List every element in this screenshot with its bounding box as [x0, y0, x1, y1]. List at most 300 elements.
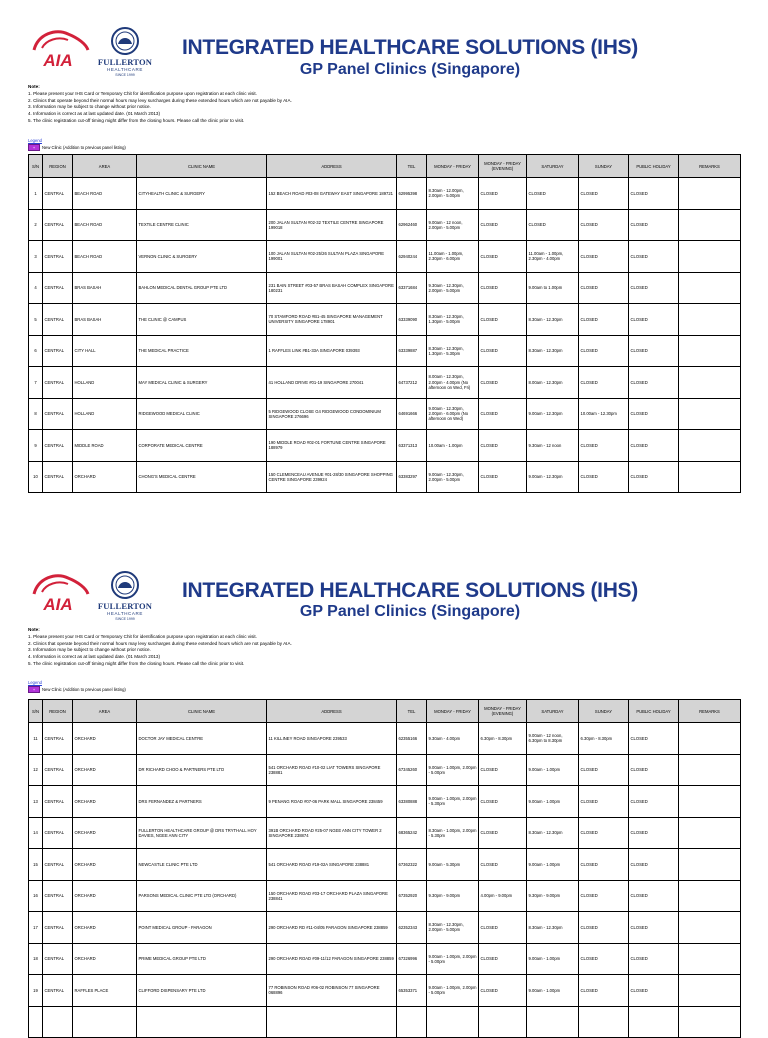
cell-region: CENTRAL [43, 880, 73, 912]
cell-saturday: 8.30am - 12.30pm [527, 304, 579, 336]
cell-clinic-name: VERNON CLINIC & SURGERY [137, 241, 267, 273]
cell-tel: 64691666 [397, 398, 427, 430]
cell-saturday: 9.00am to 1.00pm [527, 272, 579, 304]
cell-mon-fri: 8.30am - 12.00pm, 2.00pm - 5.00pm [427, 178, 479, 210]
cell-clinic-name: PARSONS MEDICAL CLINIC PTE LTD (ORCHARD) [137, 880, 267, 912]
header-mon-fri-evening: MONDAY - FRIDAY (EVENING) [479, 155, 527, 178]
fullerton-wordmark: FULLERTON [97, 601, 153, 611]
cell-mon-fri: 9.00am - 5.30pm [427, 849, 479, 881]
page-subtitle: GP Panel Clinics (Singapore) [299, 61, 521, 78]
cell-clinic-name [137, 1006, 267, 1038]
cell-address: 231 BAIN STREET #03-57 BRAS BASAH COMPLEX SINGAPORE 180231 [267, 272, 397, 304]
header-clinic-name: CLINIC NAME [137, 700, 267, 723]
cell-clinic-name: TEXTILE CENTRE CLINIC [137, 209, 267, 241]
cell-remarks [679, 754, 741, 786]
header-remarks: REMARKS [679, 155, 741, 178]
cell-sunday: CLOSED [579, 975, 629, 1007]
header-mon-fri: MONDAY - FRIDAY [427, 700, 479, 723]
cell-clinic-name: CORPORATE MEDICAL CENTRE [137, 430, 267, 462]
cell-tel: 62995398 [397, 178, 427, 210]
cell-region: CENTRAL [43, 272, 73, 304]
note-item: 3. Information may be subject to change without prior notice. [28, 647, 151, 653]
cell-address: 200 JALAN SULTAN #02-32 TEXTILE CENTRE SINGAPORE 199018 [267, 209, 397, 241]
header-public-holiday: PUBLIC HOLIDAY [629, 155, 679, 178]
svg-text:AIA: AIA [43, 51, 73, 70]
cell-region: CENTRAL [43, 943, 73, 975]
header-remarks: REMARKS [679, 700, 741, 723]
fullerton-since: SINCE 1999 [115, 73, 135, 77]
table-row [29, 817, 741, 849]
notes [28, 627, 292, 668]
cell-area: BEACH ROAD [73, 178, 137, 210]
cell-remarks [679, 817, 741, 849]
cell-saturday: 9.00am - 12.30pm [527, 461, 579, 493]
cell-address: 152 BEACH ROAD #03-08 GATEWAY EAST SINGAPORE 189721 [267, 178, 397, 210]
table-row [29, 786, 741, 818]
cell-tel: 63339887 [397, 335, 427, 367]
cell-sunday: CLOSED [579, 912, 629, 944]
cell-address: 541 ORCHARD ROAD #19-02A SINGAPORE 238881 [267, 849, 397, 881]
cell-public-holiday: CLOSED [629, 335, 679, 367]
cell-saturday: 9.00am - 1.00pm [527, 849, 579, 881]
cell-tel [397, 1006, 427, 1038]
fullerton-subtitle: HEALTHCARE [107, 611, 143, 616]
cell-mon-fri-evening: CLOSED [479, 461, 527, 493]
cell-remarks [679, 912, 741, 944]
cell-clinic-name: CLIFFORD DISPENSARY PTE LTD [137, 975, 267, 1007]
table-row [29, 912, 741, 944]
cell-clinic-name: THE MEDICAL PRACTICE [137, 335, 267, 367]
cell-sunday: 10.00am - 12.30pm [579, 398, 629, 430]
cell-public-holiday: CLOSED [629, 461, 679, 493]
cell-mon-fri-evening: CLOSED [479, 943, 527, 975]
new-clinic-swatch-icon: + [28, 686, 40, 693]
note-item: 2. Clinics that operate beyond their normal hours may levy surcharges during these extended hours which are not payable by AIA. [28, 97, 292, 103]
cell-mon-fri: 8.30am - 1.00pm, 2.00pm - 5.30pm [427, 817, 479, 849]
cell-mon-fri-evening: CLOSED [479, 367, 527, 399]
cell-mon-fri-evening: CLOSED [479, 178, 527, 210]
note-item: 3. Information may be subject to change without prior notice. [28, 104, 151, 110]
cell-address: 11 KILLINEY ROAD SINGAPORE 239533 [267, 723, 397, 755]
fullerton-since: SINCE 1999 [115, 617, 135, 621]
cell-public-holiday: CLOSED [629, 880, 679, 912]
cell-mon-fri: 10.00am - 1.00pm [427, 430, 479, 462]
fullerton-subtitle: HEALTHCARE [107, 67, 143, 72]
cell-public-holiday: CLOSED [629, 398, 679, 430]
cell-remarks [679, 880, 741, 912]
cell-public-holiday: CLOSED [629, 786, 679, 818]
cell-mon-fri: 9.00am - 12 noon, 2.00pm - 5.00pm [427, 209, 479, 241]
cell-sunday: CLOSED [579, 880, 629, 912]
cell-clinic-name: POINT MEDICAL GROUP - PARAGON [137, 912, 267, 944]
cell-public-holiday: CLOSED [629, 272, 679, 304]
cell-saturday: 8.00am - 12.30pm [527, 367, 579, 399]
cell-area: CITY HALL [73, 335, 137, 367]
header-address: ADDRESS [267, 155, 397, 178]
cell-mon-fri: 9.00am - 12.30pm, 2.00pm - 5.00pm [427, 461, 479, 493]
cell-region: CENTRAL [43, 398, 73, 430]
cell-region: CENTRAL [43, 335, 73, 367]
cell-sunday: CLOSED [579, 367, 629, 399]
cell-mon-fri: 9.00am - 1.00pm, 2.00pm - 5.00pm [427, 754, 479, 786]
cell-mon-fri: 9.30pm - 9.00pm [427, 880, 479, 912]
header-clinic-name: CLINIC NAME [137, 155, 267, 178]
cell-tel: 68365242 [397, 817, 427, 849]
header-sunday: SUNDAY [579, 155, 629, 178]
cell-sunday: CLOSED [579, 461, 629, 493]
cell-area: HOLLAND [73, 398, 137, 430]
header-mon-fri: MONDAY - FRIDAY [427, 155, 479, 178]
cell-mon-fri-evening: CLOSED [479, 975, 527, 1007]
cell-sn: 15 [29, 849, 43, 881]
cell-sn: 12 [29, 754, 43, 786]
cell-public-holiday: CLOSED [629, 178, 679, 210]
cell-region: CENTRAL [43, 786, 73, 818]
cell-sn [29, 1006, 43, 1038]
cell-area: ORCHARD [73, 723, 137, 755]
header-tel: TEL [397, 700, 427, 723]
cell-mon-fri: 8.30am - 12.30pm, 1.30pm - 5.00pm [427, 304, 479, 336]
cell-saturday [527, 1006, 579, 1038]
page-subtitle: GP Panel Clinics (Singapore) [299, 603, 521, 620]
header-region: REGION [43, 700, 73, 723]
cell-sn: 8 [29, 398, 43, 430]
cell-area: BEACH ROAD [73, 209, 137, 241]
cell-area: BRAS BASAH [73, 304, 137, 336]
page-title: INTEGRATED HEALTHCARE SOLUTIONS (IHS) [182, 579, 638, 602]
cell-saturday: 8.30am - 12.30pm [527, 817, 579, 849]
cell-sn: 16 [29, 880, 43, 912]
cell-sunday: CLOSED [579, 178, 629, 210]
cell-saturday: 8.30am - 12.30pm [527, 335, 579, 367]
cell-area: ORCHARD [73, 786, 137, 818]
cell-saturday: 8.30am - 12.30pm [527, 912, 579, 944]
cell-sn: 7 [29, 367, 43, 399]
cell-tel: 62355166 [397, 723, 427, 755]
cell-region: CENTRAL [43, 754, 73, 786]
aia-logo [28, 570, 92, 614]
cell-remarks [679, 786, 741, 818]
cell-sn: 5 [29, 304, 43, 336]
cell-public-holiday: CLOSED [629, 367, 679, 399]
cell-clinic-name: NEWCASTLE CLINIC PTE LTD [137, 849, 267, 881]
header-mon-fri-evening: MONDAY - FRIDAY (EVENING) [479, 700, 527, 723]
cell-tel: 63371684 [397, 272, 427, 304]
cell-region [43, 1006, 73, 1038]
cell-public-holiday: CLOSED [629, 975, 679, 1007]
cell-mon-fri: 9.00am - 1.00pm, 2.00pm - 5.00pm [427, 975, 479, 1007]
cell-public-holiday: CLOSED [629, 817, 679, 849]
cell-mon-fri-evening: 6.30pm - 8.30pm [479, 723, 527, 755]
cell-region: CENTRAL [43, 912, 73, 944]
cell-public-holiday [629, 1006, 679, 1038]
cell-region: CENTRAL [43, 723, 73, 755]
table-row [29, 723, 741, 755]
cell-tel: 67362322 [397, 849, 427, 881]
cell-area: ORCHARD [73, 817, 137, 849]
cell-public-holiday: CLOSED [629, 430, 679, 462]
legend [28, 680, 126, 693]
cell-public-holiday: CLOSED [629, 943, 679, 975]
cell-saturday: 9.00am - 1.00pm [527, 975, 579, 1007]
header-sn: S/N [29, 155, 43, 178]
cell-mon-fri: 8.00am - 12.30pm, 2.00pm - 4.00pm (No afternoon on Wed, Fri) [427, 367, 479, 399]
cell-saturday: 9.00am - 12 noon, 6.30pm to 8.30pm [527, 723, 579, 755]
cell-mon-fri: 11.00am - 1.00pm, 2.30pm - 6.00pm [427, 241, 479, 273]
cell-saturday: CLOSED [527, 178, 579, 210]
new-clinic-swatch-icon: + [28, 144, 40, 151]
cell-saturday: 9.00am - 1.00pm [527, 786, 579, 818]
header-public-holiday: PUBLIC HOLIDAY [629, 700, 679, 723]
cell-area: BEACH ROAD [73, 241, 137, 273]
cell-public-holiday: CLOSED [629, 754, 679, 786]
cell-mon-fri-evening [479, 1006, 527, 1038]
cell-address: 5 RIDGEWOOD CLOSE G4 RIDGEWOOD CONDOMINIUM SINGAPORE 276696 [267, 398, 397, 430]
cell-saturday: 9.00am - 1.00pm [527, 754, 579, 786]
cell-clinic-name: MAY MEDICAL CLINIC & SURGERY [137, 367, 267, 399]
cell-clinic-name: BAHLON MEDICAL DENTAL GROUP PTE LTD [137, 272, 267, 304]
cell-public-holiday: CLOSED [629, 241, 679, 273]
table-row [29, 754, 741, 786]
cell-area: RAFFLES PLACE [73, 975, 137, 1007]
cell-address: 541 ORCHARD ROAD #10-02 LIAT TOWERS SINGAPORE 238881 [267, 754, 397, 786]
cell-sunday: CLOSED [579, 786, 629, 818]
cell-address: 290 ORCHARD ROAD #09-11/12 PARAGON SINGAPORE 238859 [267, 943, 397, 975]
cell-clinic-name: FULLERTON HEALTHCARE GROUP @ DRS TRYTHALL HOY DAVIES, NGEE ANN CITY [137, 817, 267, 849]
cell-mon-fri-evening: CLOSED [479, 272, 527, 304]
table-row [29, 943, 741, 975]
cell-sn: 17 [29, 912, 43, 944]
cell-tel: 63380888 [397, 786, 427, 818]
cell-public-holiday: CLOSED [629, 209, 679, 241]
cell-tel: 62962460 [397, 209, 427, 241]
cell-clinic-name: CHONG'S MEDICAL CENTRE [137, 461, 267, 493]
cell-mon-fri: 9.00am - 1.00pm, 2.00pm - 5.00pm [427, 943, 479, 975]
cell-sunday: CLOSED [579, 754, 629, 786]
table-header-row [29, 700, 741, 723]
legend-title[interactable]: Legend [28, 680, 42, 685]
cell-mon-fri: 8.30am - 12.30pm, 1.30pm - 5.30pm [427, 335, 479, 367]
fullerton-wordmark: FULLERTON [97, 57, 153, 67]
cell-address: 41 HOLLAND DRIVE #01-19 SINGAPORE 270041 [267, 367, 397, 399]
cell-region: CENTRAL [43, 975, 73, 1007]
cell-region: CENTRAL [43, 849, 73, 881]
cell-mon-fri: 9.30am - 4.00pm [427, 723, 479, 755]
cell-sunday: CLOSED [579, 943, 629, 975]
cell-sunday: CLOSED [579, 272, 629, 304]
cell-sunday: CLOSED [579, 849, 629, 881]
cell-mon-fri: 9.30am - 12.30pm, 2.00pm - 5.00pm [427, 272, 479, 304]
cell-sn: 9 [29, 430, 43, 462]
cell-area [73, 1006, 137, 1038]
cell-sn: 13 [29, 786, 43, 818]
cell-saturday: CLOSED [527, 209, 579, 241]
legend-item-label: New Clinic (Addition to previous panel listing) [42, 687, 126, 692]
cell-sunday: CLOSED [579, 209, 629, 241]
legend-item-label: New Clinic (Addition to previous panel listing) [42, 145, 126, 150]
cell-public-holiday: CLOSED [629, 723, 679, 755]
cell-region: CENTRAL [43, 241, 73, 273]
cell-mon-fri-evening: CLOSED [479, 335, 527, 367]
cell-sn: 6 [29, 335, 43, 367]
cell-mon-fri-evening: CLOSED [479, 912, 527, 944]
cell-mon-fri [427, 1006, 479, 1038]
cell-clinic-name: DOCTOR JAY MEDICAL CENTRE [137, 723, 267, 755]
cell-sunday: CLOSED [579, 335, 629, 367]
cell-sunday: CLOSED [579, 241, 629, 273]
header-region: REGION [43, 155, 73, 178]
note-item: 5. The clinic registration cut-off timing might differ from the closing hours. Please call the clinic prior to visit. [28, 660, 245, 666]
table-row [29, 849, 741, 881]
cell-remarks [679, 943, 741, 975]
notes-label: Note: [28, 627, 40, 632]
cell-area: MIDDLE ROAD [73, 430, 137, 462]
cell-clinic-name: THE CLINIC @ CAMPUS [137, 304, 267, 336]
cell-sn: 19 [29, 975, 43, 1007]
table-row [29, 1006, 741, 1038]
cell-region: CENTRAL [43, 461, 73, 493]
cell-clinic-name: RIDGEWOOD MEDICAL CLINIC [137, 398, 267, 430]
cell-tel: 65353371 [397, 975, 427, 1007]
cell-mon-fri: 8.30am - 12.30pm, 2.00pm - 5.00pm [427, 912, 479, 944]
cell-sunday: CLOSED [579, 817, 629, 849]
cell-saturday: 9.30am - 12 noon [527, 430, 579, 462]
cell-mon-fri-evening: CLOSED [479, 241, 527, 273]
cell-area: ORCHARD [73, 461, 137, 493]
cell-sn: 11 [29, 723, 43, 755]
cell-tel: 67345260 [397, 754, 427, 786]
cell-region: CENTRAL [43, 817, 73, 849]
note-item: 4. Information is correct as at last updated date. (01 March 2013) [28, 654, 161, 660]
note-item: 1. Please present your IHS Card or Temporary Chit for identification purpose upon registration at each clinic visit. [28, 633, 257, 639]
header-saturday: SATURDAY [527, 155, 579, 178]
cell-sunday: 6.30pm - 8.30pm [579, 723, 629, 755]
cell-mon-fri: 9.00am - 12.30pm, 2.00pm - 6.00pm (No afternoon on Wed) [427, 398, 479, 430]
legend-title[interactable]: Legend [28, 138, 42, 143]
cell-remarks [679, 849, 741, 881]
cell-clinic-name: CITYHEALTH CLINIC & SURGERY [137, 178, 267, 210]
table-row [29, 975, 741, 1007]
table-row [29, 880, 741, 912]
cell-region: CENTRAL [43, 178, 73, 210]
header-sn: S/N [29, 700, 43, 723]
cell-mon-fri: 9.00am - 1.00pm, 2.00pm - 5.30pm [427, 786, 479, 818]
cell-saturday: 11.00am - 1.00pm, 2.30pm - 4.00pm [527, 241, 579, 273]
cell-saturday: 9.00am - 12.30pm [527, 398, 579, 430]
cell-address: 70 STAMFORD ROAD #B1-45 SINGAPORE MANAGEMENT UNIVERSITY SINGAPORE 178901 [267, 304, 397, 336]
cell-region: CENTRAL [43, 430, 73, 462]
header-area: AREA [73, 700, 137, 723]
cell-mon-fri-evening: CLOSED [479, 817, 527, 849]
page-title: INTEGRATED HEALTHCARE SOLUTIONS (IHS) [182, 36, 638, 59]
cell-area: BRAS BASAH [73, 272, 137, 304]
cell-mon-fri-evening: 4.00pm - 9.00pm [479, 880, 527, 912]
cell-area: ORCHARD [73, 880, 137, 912]
cell-address: 290 ORCHARD RD #11-04/05 PARAGON SINGAPORE 238859 [267, 912, 397, 944]
cell-saturday: 9.30pm - 9.00pm [527, 880, 579, 912]
cell-region: CENTRAL [43, 367, 73, 399]
note-item: 4. Information is correct as at last updated date. (01 March 2013) [28, 111, 161, 117]
cell-region: CENTRAL [43, 209, 73, 241]
legend-row [28, 686, 126, 693]
cell-mon-fri-evening: CLOSED [479, 786, 527, 818]
fullerton-emblem-icon [96, 570, 154, 600]
cell-area: ORCHARD [73, 943, 137, 975]
note-item: 2. Clinics that operate beyond their normal hours may levy surcharges during these extended hours which are not payable by AIA. [28, 640, 292, 646]
clinic-table [28, 699, 741, 1038]
cell-tel: 63383297 [397, 461, 427, 493]
cell-sn: 18 [29, 943, 43, 975]
cell-sn: 14 [29, 817, 43, 849]
cell-sn: 3 [29, 241, 43, 273]
cell-tel: 63371313 [397, 430, 427, 462]
cell-mon-fri-evening: CLOSED [479, 430, 527, 462]
cell-sunday: CLOSED [579, 430, 629, 462]
cell-area: ORCHARD [73, 754, 137, 786]
cell-address: 150 ORCHARD ROAD #03-17 ORCHARD PLAZA SINGAPORE 238841 [267, 880, 397, 912]
cell-mon-fri-evening: CLOSED [479, 849, 527, 881]
cell-sn: 4 [29, 272, 43, 304]
cell-mon-fri-evening: CLOSED [479, 398, 527, 430]
cell-tel: 62352343 [397, 912, 427, 944]
cell-clinic-name: DRS FERNANDEZ & PARTNERS [137, 786, 267, 818]
cell-remarks [679, 975, 741, 1007]
cell-address: 100 JALAN SULTAN #02-25/26 SULTAN PLAZA SINGAPORE 199001 [267, 241, 397, 273]
notes-label: Note: [28, 84, 40, 89]
cell-sn: 1 [29, 178, 43, 210]
cell-public-holiday: CLOSED [629, 849, 679, 881]
note-item: 5. The clinic registration cut-off timing might differ from the closing hours. Please call the clinic prior to visit. [28, 117, 245, 123]
cell-address: 190 MIDDLE ROAD #02-01 FORTUNE CENTRE SINGAPORE 188979 [267, 430, 397, 462]
cell-address [267, 1006, 397, 1038]
header-area: AREA [73, 155, 137, 178]
cell-tel: 62940244 [397, 241, 427, 273]
cell-tel: 67326996 [397, 943, 427, 975]
cell-clinic-name: DR RICHARD CHOO & PARTNERS PTE LTD [137, 754, 267, 786]
cell-tel: 64737212 [397, 367, 427, 399]
cell-address: 391B ORCHARD ROAD #25-07 NGEE ANN CITY TOWER 2 SINGAPORE 238874 [267, 817, 397, 849]
cell-remarks [679, 723, 741, 755]
cell-remarks [679, 1006, 741, 1038]
cell-sunday [579, 1006, 629, 1038]
cell-area: ORCHARD [73, 849, 137, 881]
cell-address: 150 CLEMENCEAU AVENUE #01-28/30 SINGAPORE SHOPPING CENTRE SINGAPORE 239924 [267, 461, 397, 493]
cell-mon-fri-evening: CLOSED [479, 304, 527, 336]
fullerton-logo [96, 570, 154, 622]
cell-sn: 10 [29, 461, 43, 493]
svg-text:AIA: AIA [43, 595, 73, 614]
header-sunday: SUNDAY [579, 700, 629, 723]
cell-clinic-name: PRIME MEDICAL GROUP PTE LTD [137, 943, 267, 975]
note-item: 1. Please present your IHS Card or Temporary Chit for identification purpose upon registration at each clinic visit. [28, 90, 257, 96]
cell-sn: 2 [29, 209, 43, 241]
cell-area: ORCHARD [73, 912, 137, 944]
cell-public-holiday: CLOSED [629, 912, 679, 944]
header-saturday: SATURDAY [527, 700, 579, 723]
cell-area: HOLLAND [73, 367, 137, 399]
cell-public-holiday: CLOSED [629, 304, 679, 336]
cell-address: 77 ROBINSON ROAD #06-02 ROBINSON 77 SINGAPORE 068896 [267, 975, 397, 1007]
cell-sunday: CLOSED [579, 304, 629, 336]
cell-tel: 63339090 [397, 304, 427, 336]
cell-saturday: 9.00am - 1.00pm [527, 943, 579, 975]
header-tel: TEL [397, 155, 427, 178]
cell-tel: 67352920 [397, 880, 427, 912]
cell-mon-fri-evening: CLOSED [479, 754, 527, 786]
cell-address: 9 PENANG ROAD #07-06 PARK MALL SINGAPORE 238459 [267, 786, 397, 818]
cell-address: 1 RAFFLES LINK #B1-33A SINGAPORE 039393 [267, 335, 397, 367]
cell-region: CENTRAL [43, 304, 73, 336]
